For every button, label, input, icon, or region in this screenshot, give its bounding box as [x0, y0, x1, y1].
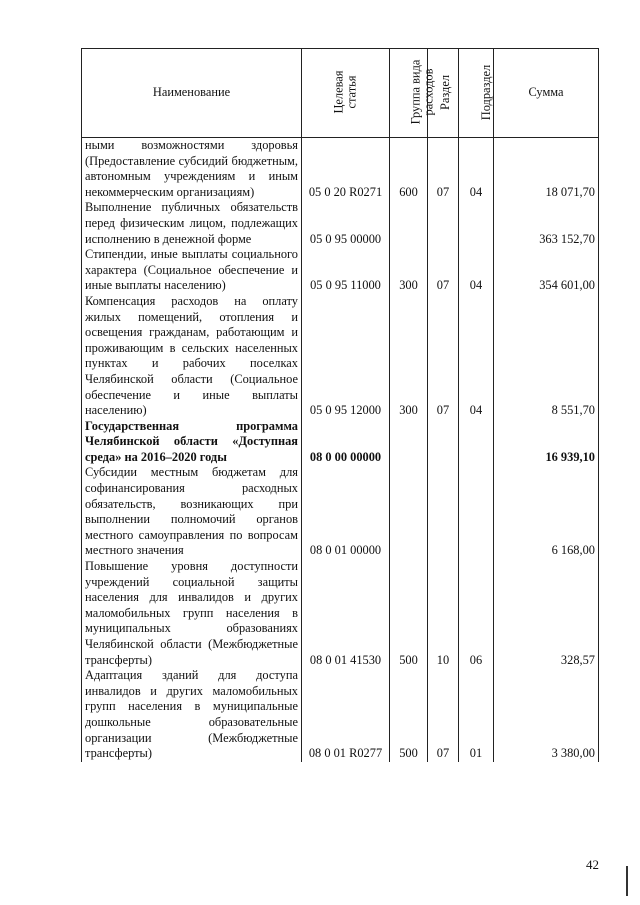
row-subsection [459, 419, 494, 466]
row-name: Адаптация зданий для доступа инвалидов и других маломобильных групп населения в муниципальные дошкольные образовательные организации (Межбюджетные трансферты) [82, 668, 302, 762]
table-row [82, 247, 599, 294]
header-expense-group: Группа вида расходов [390, 49, 428, 138]
row-name: Повышение уровня доступности учреждений социальной защиты населения для инвалидов и других маломобильных групп населения в муниципальных образованиях Челябинской области (Межбюджетные трансферты) [82, 559, 302, 668]
row-target-article: 08 0 01 R0277 [302, 668, 390, 762]
row-target-article: 08 0 01 41530 [302, 559, 390, 668]
table-row [82, 294, 599, 419]
row-section: 07 [428, 294, 459, 419]
row-name: Субсидии местным бюджетам для софинансирования расходных обязательств, возникающих при выполнении полномочий органов местного самоуправления по вопросам местного значения [82, 465, 302, 559]
row-section [428, 419, 459, 466]
row-target-article: 08 0 00 00000 [302, 419, 390, 466]
header-name: Наименование [82, 49, 302, 138]
row-sum: 8 551,70 [494, 294, 599, 419]
table-header-row [82, 49, 599, 138]
header-sum: Сумма [494, 49, 599, 138]
page-number: 42 [586, 857, 599, 872]
row-sum: 16 939,10 [494, 419, 599, 466]
row-expense-group: 500 [390, 668, 428, 762]
row-target-article: 05 0 95 00000 [302, 200, 390, 247]
row-sum: 328,57 [494, 559, 599, 668]
row-expense-group [390, 419, 428, 466]
row-target-article: 05 0 95 12000 [302, 294, 390, 419]
row-section: 07 [428, 247, 459, 294]
row-subsection: 01 [459, 668, 494, 762]
row-target-article: 05 0 20 R0271 [302, 138, 390, 201]
row-subsection [459, 200, 494, 247]
row-section: 10 [428, 559, 459, 668]
row-target-article: 08 0 01 00000 [302, 465, 390, 559]
table-row [82, 138, 599, 201]
table-row-program [82, 419, 599, 466]
row-expense-group: 500 [390, 559, 428, 668]
row-name: Компенсация расходов на оплату жилых помещений, отопления и освещения гражданам, работающим и проживающим в сельских населенных пунктах и рабочих поселках Челябинской области (Социальное обеспечение и иные выплаты населению) [82, 294, 302, 419]
row-expense-group: 600 [390, 138, 428, 201]
table-row [82, 200, 599, 247]
row-name: Государственная программа Челябинской области «Доступная среда» на 2016–2020 годы [82, 419, 302, 466]
header-target-article: Целевая статья [302, 49, 390, 138]
scan-edge-mark [626, 866, 628, 896]
row-target-article: 05 0 95 11000 [302, 247, 390, 294]
row-section [428, 200, 459, 247]
row-section: 07 [428, 668, 459, 762]
row-subsection: 04 [459, 294, 494, 419]
row-sum: 6 168,00 [494, 465, 599, 559]
row-sum: 18 071,70 [494, 138, 599, 201]
row-subsection [459, 465, 494, 559]
row-name: Выполнение публичных обязательств перед физическим лицом, подлежащих исполнению в денежной форме [82, 200, 302, 247]
row-sum: 3 380,00 [494, 668, 599, 762]
row-subsection: 04 [459, 138, 494, 201]
row-name: Стипендии, иные выплаты социального характера (Социальное обеспечение и иные выплаты населению) [82, 247, 302, 294]
row-expense-group: 300 [390, 294, 428, 419]
row-section [428, 465, 459, 559]
row-expense-group: 300 [390, 247, 428, 294]
row-sum: 354 601,00 [494, 247, 599, 294]
table-row [82, 559, 599, 668]
row-subsection: 06 [459, 559, 494, 668]
row-name: ными возможностями здоровья (Предоставление субсидий бюджетным, автономным учреждениям и иным некоммерческим организациям) [82, 138, 302, 201]
row-expense-group [390, 465, 428, 559]
header-section: Раздел [428, 49, 459, 138]
row-sum: 363 152,70 [494, 200, 599, 247]
row-subsection: 04 [459, 247, 494, 294]
row-expense-group [390, 200, 428, 247]
row-section: 07 [428, 138, 459, 201]
table-row [82, 668, 599, 762]
header-subsection: Подраздел [459, 49, 494, 138]
budget-table [81, 48, 599, 762]
table-row [82, 465, 599, 559]
